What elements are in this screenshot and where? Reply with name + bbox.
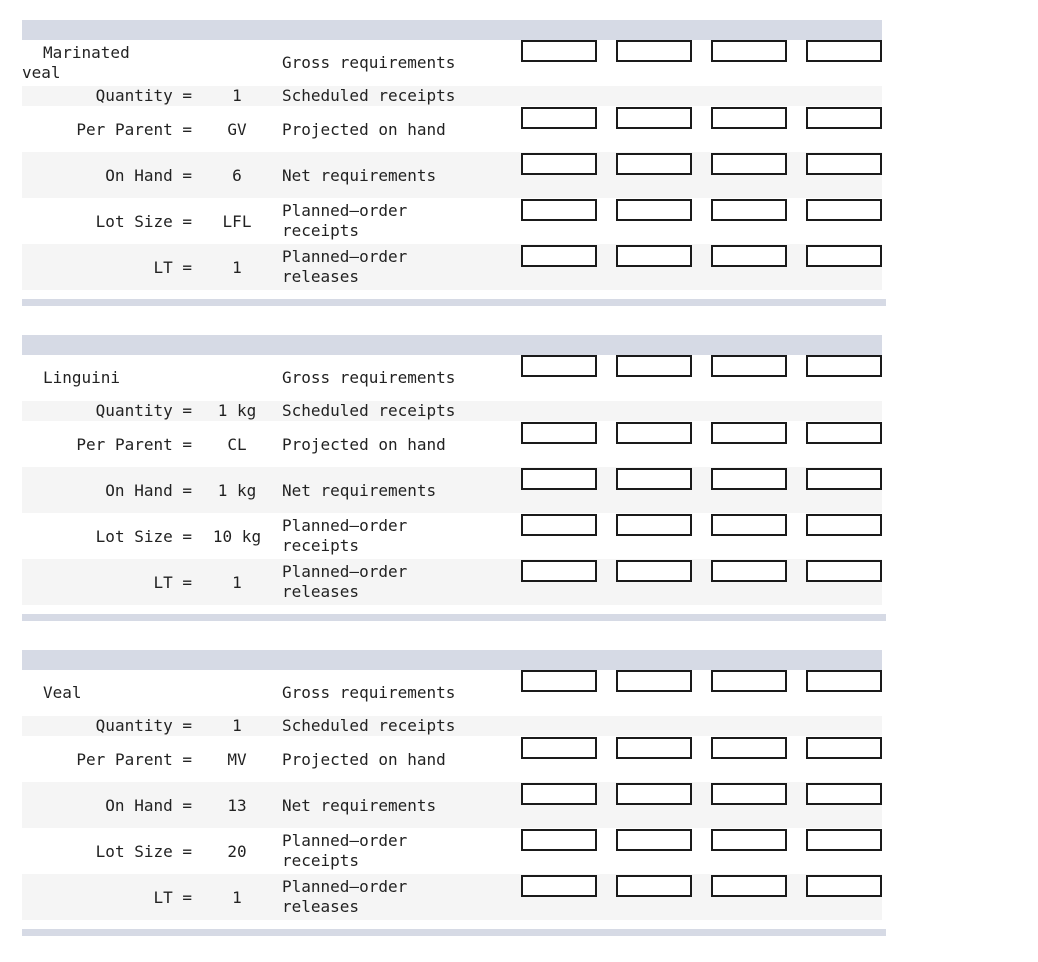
row-gross-requirements <box>22 355 882 401</box>
row-label-scheduled-receipts: Scheduled receipts <box>282 401 456 420</box>
projected-on-hand-cell-2[interactable] <box>616 107 692 129</box>
projected-on-hand-cell-3[interactable] <box>711 737 787 759</box>
gross-requirements-cell-4[interactable] <box>806 670 882 692</box>
planned-order-releases-cell-1[interactable] <box>521 560 597 582</box>
lt-value: 1 <box>232 573 242 592</box>
row-label-planned-order-receipts: Planned–order receipts <box>282 201 408 240</box>
planned-order-receipts-cell-3[interactable] <box>711 829 787 851</box>
planned-order-releases-cell-1[interactable] <box>521 245 597 267</box>
projected-on-hand-cell-3[interactable] <box>711 107 787 129</box>
planned-order-receipts-cell-1[interactable] <box>521 514 597 536</box>
per-parent-label: Per Parent = <box>76 750 192 769</box>
row-projected-on-hand <box>22 421 882 467</box>
planned-order-releases-cell-4[interactable] <box>806 560 882 582</box>
row-net-requirements <box>22 782 882 828</box>
on-hand-value: 1 kg <box>217 481 257 500</box>
row-planned-order-releases <box>22 874 882 920</box>
planned-order-releases-cell-2[interactable] <box>616 560 692 582</box>
row-planned-order-receipts <box>22 513 882 559</box>
planned-order-receipts-cell-2[interactable] <box>616 514 692 536</box>
gross-requirements-cell-3[interactable] <box>711 670 787 692</box>
net-requirements-cell-4[interactable] <box>806 783 882 805</box>
row-label-net-requirements: Net requirements <box>282 481 437 500</box>
lot-size-value: 20 <box>227 842 247 861</box>
on-hand-value: 6 <box>232 166 242 185</box>
row-label-planned-order-releases: Planned–order releases <box>282 247 408 286</box>
row-label-planned-order-releases: Planned–order releases <box>282 877 408 916</box>
quantity-label: Quantity = <box>95 401 192 420</box>
lt-value: 1 <box>232 258 242 277</box>
net-requirements-cell-3[interactable] <box>711 153 787 175</box>
lot-size-label: Lot Size = <box>95 212 192 231</box>
record-footer-bar <box>22 299 886 306</box>
row-label-net-requirements: Net requirements <box>282 166 437 185</box>
item-name: Linguini <box>43 368 121 387</box>
net-requirements-cell-1[interactable] <box>521 153 597 175</box>
row-projected-on-hand <box>22 106 882 152</box>
per-parent-value: GV <box>227 120 247 139</box>
net-requirements-cell-4[interactable] <box>806 153 882 175</box>
planned-order-releases-cell-3[interactable] <box>711 245 787 267</box>
row-label-projected-on-hand: Projected on hand <box>282 120 446 139</box>
row-label-planned-order-receipts: Planned–order receipts <box>282 831 408 870</box>
gross-requirements-cell-2[interactable] <box>616 40 692 62</box>
row-net-requirements <box>22 152 882 198</box>
record-footer-bar <box>22 929 886 936</box>
projected-on-hand-cell-2[interactable] <box>616 422 692 444</box>
planned-order-releases-cell-1[interactable] <box>521 875 597 897</box>
planned-order-releases-cell-2[interactable] <box>616 245 692 267</box>
projected-on-hand-cell-4[interactable] <box>806 422 882 444</box>
row-label-planned-order-receipts: Planned–order receipts <box>282 516 408 555</box>
net-requirements-cell-1[interactable] <box>521 468 597 490</box>
lot-size-value: 10 kg <box>212 527 262 546</box>
row-gross-requirements <box>22 40 882 86</box>
planned-order-receipts-cell-2[interactable] <box>616 199 692 221</box>
on-hand-label: On Hand = <box>105 796 192 815</box>
row-label-projected-on-hand: Projected on hand <box>282 750 446 769</box>
projected-on-hand-cell-3[interactable] <box>711 422 787 444</box>
lot-size-value: LFL <box>222 212 252 231</box>
row-planned-order-releases <box>22 244 882 290</box>
planned-order-releases-cell-4[interactable] <box>806 245 882 267</box>
per-parent-label: Per Parent = <box>76 435 192 454</box>
per-parent-value: CL <box>227 435 247 454</box>
lt-label: LT = <box>153 573 192 592</box>
row-label-gross-requirements: Gross requirements <box>282 368 456 387</box>
gross-requirements-cell-2[interactable] <box>616 355 692 377</box>
gross-requirements-cell-4[interactable] <box>806 355 882 377</box>
gross-requirements-cell-1[interactable] <box>521 670 597 692</box>
quantity-value: 1 <box>232 86 242 105</box>
projected-on-hand-cell-1[interactable] <box>521 107 597 129</box>
per-parent-value: MV <box>227 750 247 769</box>
row-scheduled-receipts <box>22 401 882 421</box>
projected-on-hand-cell-1[interactable] <box>521 737 597 759</box>
on-hand-label: On Hand = <box>105 481 192 500</box>
on-hand-value: 13 <box>227 796 247 815</box>
on-hand-label: On Hand = <box>105 166 192 185</box>
net-requirements-cell-4[interactable] <box>806 468 882 490</box>
quantity-label: Quantity = <box>95 716 192 735</box>
net-requirements-cell-2[interactable] <box>616 153 692 175</box>
quantity-value: 1 <box>232 716 242 735</box>
projected-on-hand-cell-4[interactable] <box>806 107 882 129</box>
gross-requirements-cell-3[interactable] <box>711 40 787 62</box>
lot-size-label: Lot Size = <box>95 842 192 861</box>
net-requirements-cell-2[interactable] <box>616 783 692 805</box>
lt-label: LT = <box>153 888 192 907</box>
projected-on-hand-cell-4[interactable] <box>806 737 882 759</box>
planned-order-releases-cell-4[interactable] <box>806 875 882 897</box>
gross-requirements-cell-4[interactable] <box>806 40 882 62</box>
mrp-record-veal <box>22 650 886 936</box>
planned-order-releases-cell-2[interactable] <box>616 875 692 897</box>
lot-size-label: Lot Size = <box>95 527 192 546</box>
row-label-gross-requirements: Gross requirements <box>282 683 456 702</box>
net-requirements-cell-3[interactable] <box>711 783 787 805</box>
net-requirements-cell-1[interactable] <box>521 783 597 805</box>
row-scheduled-receipts <box>22 716 882 736</box>
quantity-label: Quantity = <box>95 86 192 105</box>
row-scheduled-receipts <box>22 86 882 106</box>
net-requirements-cell-3[interactable] <box>711 468 787 490</box>
row-label-scheduled-receipts: Scheduled receipts <box>282 86 456 105</box>
item-name: Veal <box>43 683 82 702</box>
per-parent-label: Per Parent = <box>76 120 192 139</box>
net-requirements-cell-2[interactable] <box>616 468 692 490</box>
row-planned-order-receipts <box>22 828 882 874</box>
mrp-record-marinated-veal <box>22 20 886 306</box>
row-label-planned-order-releases: Planned–order releases <box>282 562 408 601</box>
row-label-projected-on-hand: Projected on hand <box>282 435 446 454</box>
mrp-record-linguini <box>22 335 886 621</box>
planned-order-receipts-cell-4[interactable] <box>806 514 882 536</box>
record-header-bar <box>22 335 882 355</box>
projected-on-hand-cell-1[interactable] <box>521 422 597 444</box>
row-label-net-requirements: Net requirements <box>282 796 437 815</box>
row-gross-requirements <box>22 670 882 716</box>
planned-order-receipts-cell-3[interactable] <box>711 514 787 536</box>
quantity-value: 1 kg <box>217 401 257 420</box>
gross-requirements-cell-1[interactable] <box>521 355 597 377</box>
gross-requirements-cell-1[interactable] <box>521 40 597 62</box>
planned-order-receipts-cell-4[interactable] <box>806 199 882 221</box>
lt-label: LT = <box>153 258 192 277</box>
gross-requirements-cell-3[interactable] <box>711 355 787 377</box>
item-name: Marinated veal <box>22 43 130 82</box>
row-label-gross-requirements: Gross requirements <box>282 53 456 72</box>
planned-order-receipts-cell-2[interactable] <box>616 829 692 851</box>
row-net-requirements <box>22 467 882 513</box>
row-planned-order-releases <box>22 559 882 605</box>
planned-order-receipts-cell-3[interactable] <box>711 199 787 221</box>
lt-value: 1 <box>232 888 242 907</box>
row-projected-on-hand <box>22 736 882 782</box>
planned-order-releases-cell-3[interactable] <box>711 560 787 582</box>
planned-order-receipts-cell-1[interactable] <box>521 199 597 221</box>
row-label-scheduled-receipts: Scheduled receipts <box>282 716 456 735</box>
projected-on-hand-cell-2[interactable] <box>616 737 692 759</box>
record-header-bar <box>22 20 882 40</box>
gross-requirements-cell-2[interactable] <box>616 670 692 692</box>
record-footer-bar <box>22 614 886 621</box>
planned-order-releases-cell-3[interactable] <box>711 875 787 897</box>
record-header-bar <box>22 650 882 670</box>
planned-order-receipts-cell-1[interactable] <box>521 829 597 851</box>
row-planned-order-receipts <box>22 198 882 244</box>
planned-order-receipts-cell-4[interactable] <box>806 829 882 851</box>
